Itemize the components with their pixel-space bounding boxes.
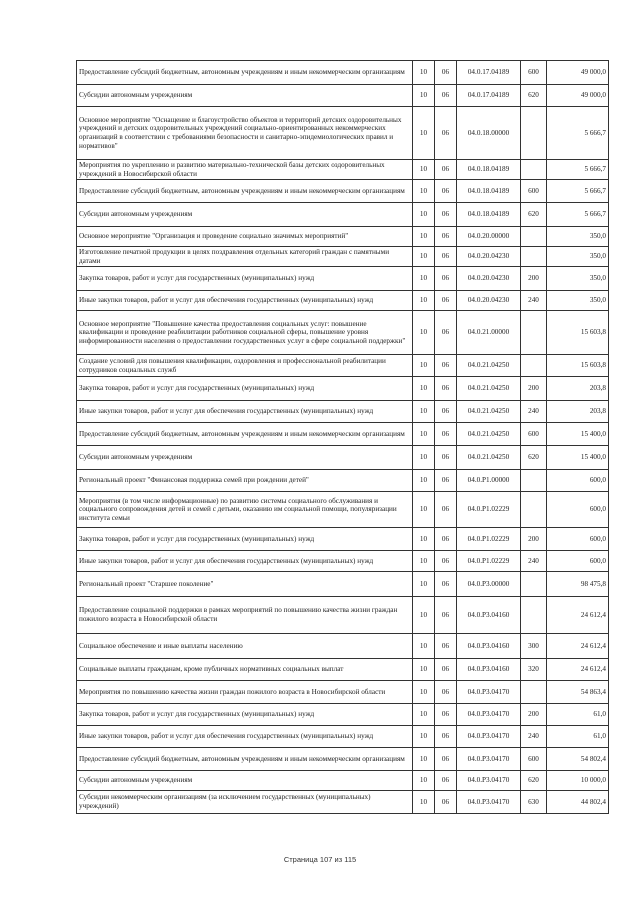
expense-type-cell: 320 <box>521 659 547 681</box>
expense-type-cell <box>521 681 547 704</box>
page-footer: Страница 107 из 115 <box>283 855 357 864</box>
subsection-code-cell: 06 <box>435 748 457 771</box>
target-article-cell: 04.0.21.04250 <box>457 446 521 470</box>
target-article-cell: 04.0.P1.02229 <box>457 551 521 572</box>
amount-cell: 5 666,7 <box>547 160 609 180</box>
section-code-cell: 10 <box>413 634 435 659</box>
target-article-cell: 04.0.P3.04170 <box>457 791 521 814</box>
table-row <box>77 107 609 160</box>
section-code-cell: 10 <box>413 377 435 401</box>
budget-table <box>76 60 609 814</box>
section-code-cell: 10 <box>413 551 435 572</box>
amount-cell: 98 475,8 <box>547 572 609 597</box>
expenditure-name-cell: Иные закупки товаров, работ и услуг для обеспечения государственных (муниципальных) нужд <box>77 401 413 423</box>
section-code-cell: 10 <box>413 423 435 446</box>
expense-type-cell: 600 <box>521 748 547 771</box>
subsection-code-cell: 06 <box>435 311 457 355</box>
expense-type-cell: 200 <box>521 267 547 291</box>
expenditure-name-cell: Закупка товаров, работ и услуг для государственных (муниципальных) нужд <box>77 704 413 726</box>
expense-type-cell: 240 <box>521 726 547 748</box>
target-article-cell: 04.0.P3.04170 <box>457 681 521 704</box>
section-code-cell: 10 <box>413 681 435 704</box>
target-article-cell: 04.0.18.04189 <box>457 180 521 203</box>
amount-cell: 5 666,7 <box>547 180 609 203</box>
subsection-code-cell: 06 <box>435 726 457 748</box>
subsection-code-cell: 06 <box>435 423 457 446</box>
expense-type-cell: 200 <box>521 377 547 401</box>
table-row <box>77 634 609 659</box>
expenditure-name-cell: Субсидии некоммерческим организациям (за исключением государственных (муниципальных) учреждений) <box>77 791 413 814</box>
expenditure-name-cell: Основное мероприятие "Повышение качества предоставления социальных услуг: повышение квалификации и проведение реабилитации работников социальной сферы, повышение уровня информированности населения о предоставлении государственных услуг в сфере социальной поддержки" <box>77 311 413 355</box>
section-code-cell: 10 <box>413 597 435 634</box>
table-row <box>77 203 609 227</box>
budget-table-body <box>77 61 609 814</box>
section-code-cell: 10 <box>413 311 435 355</box>
subsection-code-cell: 06 <box>435 470 457 492</box>
subsection-code-cell: 06 <box>435 203 457 227</box>
section-code-cell: 10 <box>413 267 435 291</box>
section-code-cell: 10 <box>413 180 435 203</box>
amount-cell: 24 612,4 <box>547 634 609 659</box>
section-code-cell: 10 <box>413 572 435 597</box>
expense-type-cell <box>521 227 547 247</box>
section-code-cell: 10 <box>413 107 435 160</box>
amount-cell: 600,0 <box>547 551 609 572</box>
section-code-cell: 10 <box>413 203 435 227</box>
subsection-code-cell: 06 <box>435 85 457 107</box>
target-article-cell: 04.0.21.00000 <box>457 311 521 355</box>
expenditure-name-cell: Субсидии автономным учреждениям <box>77 771 413 791</box>
expense-type-cell: 240 <box>521 551 547 572</box>
section-code-cell: 10 <box>413 771 435 791</box>
expense-type-cell <box>521 107 547 160</box>
expenditure-name-cell: Иные закупки товаров, работ и услуг для обеспечения государственных (муниципальных) нужд <box>77 291 413 311</box>
section-code-cell: 10 <box>413 247 435 267</box>
amount-cell: 203,8 <box>547 377 609 401</box>
expenditure-name-cell: Предоставление социальной поддержки в рамках мероприятий по повышению качества жизни граждан пожилого возраста в Новосибирской области <box>77 597 413 634</box>
section-code-cell: 10 <box>413 401 435 423</box>
target-article-cell: 04.0.P1.02229 <box>457 528 521 551</box>
expenditure-name-cell: Создание условий для повышения квалификации, оздоровления и профессиональной реабилитации сотрудников социальных служб <box>77 355 413 377</box>
target-article-cell: 04.0.20.04230 <box>457 291 521 311</box>
table-row <box>77 771 609 791</box>
subsection-code-cell: 06 <box>435 267 457 291</box>
table-row <box>77 180 609 203</box>
amount-cell: 10 000,0 <box>547 771 609 791</box>
target-article-cell: 04.0.P3.00000 <box>457 572 521 597</box>
table-row <box>77 311 609 355</box>
section-code-cell: 10 <box>413 291 435 311</box>
amount-cell: 49 000,0 <box>547 85 609 107</box>
amount-cell: 350,0 <box>547 227 609 247</box>
amount-cell: 15 603,8 <box>547 311 609 355</box>
amount-cell: 600,0 <box>547 492 609 528</box>
section-code-cell: 10 <box>413 470 435 492</box>
expenditure-name-cell: Субсидии автономным учреждениям <box>77 203 413 227</box>
subsection-code-cell: 06 <box>435 377 457 401</box>
table-row <box>77 791 609 814</box>
target-article-cell: 04.0.21.04250 <box>457 423 521 446</box>
section-code-cell: 10 <box>413 659 435 681</box>
amount-cell: 24 612,4 <box>547 597 609 634</box>
subsection-code-cell: 06 <box>435 551 457 572</box>
subsection-code-cell: 06 <box>435 355 457 377</box>
section-code-cell: 10 <box>413 726 435 748</box>
table-row <box>77 551 609 572</box>
expenditure-name-cell: Предоставление субсидий бюджетным, автономным учреждениям и иным некоммерческим организациям <box>77 748 413 771</box>
amount-cell: 49 000,0 <box>547 61 609 85</box>
section-code-cell: 10 <box>413 748 435 771</box>
subsection-code-cell: 06 <box>435 247 457 267</box>
amount-cell: 350,0 <box>547 291 609 311</box>
table-row <box>77 247 609 267</box>
expense-type-cell: 620 <box>521 446 547 470</box>
table-row <box>77 377 609 401</box>
subsection-code-cell: 06 <box>435 61 457 85</box>
section-code-cell: 10 <box>413 446 435 470</box>
subsection-code-cell: 06 <box>435 791 457 814</box>
section-code-cell: 10 <box>413 160 435 180</box>
subsection-code-cell: 06 <box>435 401 457 423</box>
subsection-code-cell: 06 <box>435 597 457 634</box>
amount-cell: 600,0 <box>547 470 609 492</box>
expense-type-cell: 200 <box>521 704 547 726</box>
amount-cell: 15 400,0 <box>547 423 609 446</box>
subsection-code-cell: 06 <box>435 446 457 470</box>
amount-cell: 54 863,4 <box>547 681 609 704</box>
expenditure-name-cell: Закупка товаров, работ и услуг для государственных (муниципальных) нужд <box>77 528 413 551</box>
section-code-cell: 10 <box>413 704 435 726</box>
amount-cell: 44 802,4 <box>547 791 609 814</box>
expense-type-cell: 600 <box>521 61 547 85</box>
expenditure-name-cell: Закупка товаров, работ и услуг для государственных (муниципальных) нужд <box>77 377 413 401</box>
target-article-cell: 04.0.20.04230 <box>457 267 521 291</box>
target-article-cell: 04.0.20.04230 <box>457 247 521 267</box>
expense-type-cell <box>521 355 547 377</box>
target-article-cell: 04.0.17.04189 <box>457 61 521 85</box>
table-row <box>77 681 609 704</box>
expenditure-name-cell: Предоставление субсидий бюджетным, автономным учреждениям и иным некоммерческим организациям <box>77 180 413 203</box>
target-article-cell: 04.0.20.00000 <box>457 227 521 247</box>
table-row <box>77 726 609 748</box>
subsection-code-cell: 06 <box>435 528 457 551</box>
amount-cell: 54 802,4 <box>547 748 609 771</box>
subsection-code-cell: 06 <box>435 572 457 597</box>
table-row <box>77 61 609 85</box>
expense-type-cell <box>521 160 547 180</box>
target-article-cell: 04.0.P3.04160 <box>457 597 521 634</box>
target-article-cell: 04.0.18.00000 <box>457 107 521 160</box>
target-article-cell: 04.0.P3.04170 <box>457 704 521 726</box>
amount-cell: 24 612,4 <box>547 659 609 681</box>
expense-type-cell <box>521 311 547 355</box>
expenditure-name-cell: Мероприятия по укреплению и развитию материально-технической базы детских оздоровительных учреждений в Новосибирской области <box>77 160 413 180</box>
target-article-cell: 04.0.P3.04170 <box>457 726 521 748</box>
target-article-cell: 04.0.21.04250 <box>457 355 521 377</box>
expenditure-name-cell: Закупка товаров, работ и услуг для государственных (муниципальных) нужд <box>77 267 413 291</box>
expense-type-cell: 600 <box>521 180 547 203</box>
section-code-cell: 10 <box>413 492 435 528</box>
subsection-code-cell: 06 <box>435 771 457 791</box>
section-code-cell: 10 <box>413 61 435 85</box>
target-article-cell: 04.0.P3.04160 <box>457 659 521 681</box>
section-code-cell: 10 <box>413 791 435 814</box>
expenditure-name-cell: Иные закупки товаров, работ и услуг для обеспечения государственных (муниципальных) нужд <box>77 726 413 748</box>
section-code-cell: 10 <box>413 227 435 247</box>
expenditure-name-cell: Субсидии автономным учреждениям <box>77 446 413 470</box>
subsection-code-cell: 06 <box>435 659 457 681</box>
expense-type-cell: 200 <box>521 528 547 551</box>
subsection-code-cell: 06 <box>435 492 457 528</box>
table-row <box>77 572 609 597</box>
expenditure-name-cell: Предоставление субсидий бюджетным, автономным учреждениям и иным некоммерческим организациям <box>77 61 413 85</box>
expenditure-name-cell: Изготовление печатной продукции в целях поздравления отдельных категорий граждан с памятными датами <box>77 247 413 267</box>
expense-type-cell: 620 <box>521 85 547 107</box>
expenditure-name-cell: Основное мероприятие "Оснащение и благоустройство объектов и территорий детских оздоровительных учреждений и детских оздоровительных учреждений социально-ориентированных некоммерческих организаций в соответствии с требованиями безопасности и санитарно-эпидемиологических правил и нормативов" <box>77 107 413 160</box>
amount-cell: 61,0 <box>547 704 609 726</box>
subsection-code-cell: 06 <box>435 160 457 180</box>
subsection-code-cell: 06 <box>435 291 457 311</box>
expenditure-name-cell: Региональный проект "Старшее поколение" <box>77 572 413 597</box>
expenditure-name-cell: Иные закупки товаров, работ и услуг для обеспечения государственных (муниципальных) нужд <box>77 551 413 572</box>
table-row <box>77 227 609 247</box>
table-row <box>77 659 609 681</box>
target-article-cell: 04.0.18.04189 <box>457 160 521 180</box>
table-row <box>77 85 609 107</box>
amount-cell: 5 666,7 <box>547 203 609 227</box>
table-row <box>77 704 609 726</box>
expense-type-cell: 620 <box>521 771 547 791</box>
expense-type-cell <box>521 572 547 597</box>
table-row <box>77 528 609 551</box>
table-row <box>77 160 609 180</box>
target-article-cell: 04.0.P3.04170 <box>457 771 521 791</box>
subsection-code-cell: 06 <box>435 227 457 247</box>
section-code-cell: 10 <box>413 85 435 107</box>
expense-type-cell <box>521 470 547 492</box>
expense-type-cell: 630 <box>521 791 547 814</box>
expenditure-name-cell: Мероприятия по повышению качества жизни граждан пожилого возраста в Новосибирской области <box>77 681 413 704</box>
target-article-cell: 04.0.18.04189 <box>457 203 521 227</box>
table-row <box>77 446 609 470</box>
amount-cell: 15 603,8 <box>547 355 609 377</box>
expenditure-name-cell: Мероприятия (в том числе информационные) по развитию системы социального обслуживания и социального сопровождения детей и семей с детьми, оказанию им социальной помощи, популяризации института семьи <box>77 492 413 528</box>
table-row <box>77 597 609 634</box>
expense-type-cell <box>521 597 547 634</box>
expense-type-cell <box>521 492 547 528</box>
expenditure-name-cell: Социальные выплаты гражданам, кроме публичных нормативных социальных выплат <box>77 659 413 681</box>
table-row <box>77 492 609 528</box>
amount-cell: 15 400,0 <box>547 446 609 470</box>
table-row <box>77 355 609 377</box>
table-row <box>77 291 609 311</box>
target-article-cell: 04.0.P3.04170 <box>457 748 521 771</box>
expense-type-cell: 620 <box>521 203 547 227</box>
expenditure-name-cell: Социальное обеспечение и иные выплаты населению <box>77 634 413 659</box>
target-article-cell: 04.0.17.04189 <box>457 85 521 107</box>
subsection-code-cell: 06 <box>435 704 457 726</box>
target-article-cell: 04.0.P3.04160 <box>457 634 521 659</box>
amount-cell: 350,0 <box>547 247 609 267</box>
expense-type-cell: 240 <box>521 401 547 423</box>
amount-cell: 203,8 <box>547 401 609 423</box>
target-article-cell: 04.0.21.04250 <box>457 377 521 401</box>
amount-cell: 5 666,7 <box>547 107 609 160</box>
expenditure-name-cell: Субсидии автономным учреждениям <box>77 85 413 107</box>
expenditure-name-cell: Предоставление субсидий бюджетным, автономным учреждениям и иным некоммерческим организациям <box>77 423 413 446</box>
table-row <box>77 748 609 771</box>
subsection-code-cell: 06 <box>435 681 457 704</box>
table-row <box>77 423 609 446</box>
expense-type-cell: 300 <box>521 634 547 659</box>
subsection-code-cell: 06 <box>435 107 457 160</box>
amount-cell: 61,0 <box>547 726 609 748</box>
subsection-code-cell: 06 <box>435 180 457 203</box>
expenditure-name-cell: Основное мероприятие "Организация и проведение социально значимых мероприятий" <box>77 227 413 247</box>
subsection-code-cell: 06 <box>435 634 457 659</box>
expense-type-cell: 600 <box>521 423 547 446</box>
target-article-cell: 04.0.P1.00000 <box>457 470 521 492</box>
amount-cell: 600,0 <box>547 528 609 551</box>
expenditure-name-cell: Региональный проект "Финансовая поддержка семей при рождении детей" <box>77 470 413 492</box>
section-code-cell: 10 <box>413 355 435 377</box>
amount-cell: 350,0 <box>547 267 609 291</box>
table-row <box>77 401 609 423</box>
section-code-cell: 10 <box>413 528 435 551</box>
table-row <box>77 267 609 291</box>
target-article-cell: 04.0.21.04250 <box>457 401 521 423</box>
target-article-cell: 04.0.P1.02229 <box>457 492 521 528</box>
expense-type-cell: 240 <box>521 291 547 311</box>
table-row <box>77 470 609 492</box>
expense-type-cell <box>521 247 547 267</box>
